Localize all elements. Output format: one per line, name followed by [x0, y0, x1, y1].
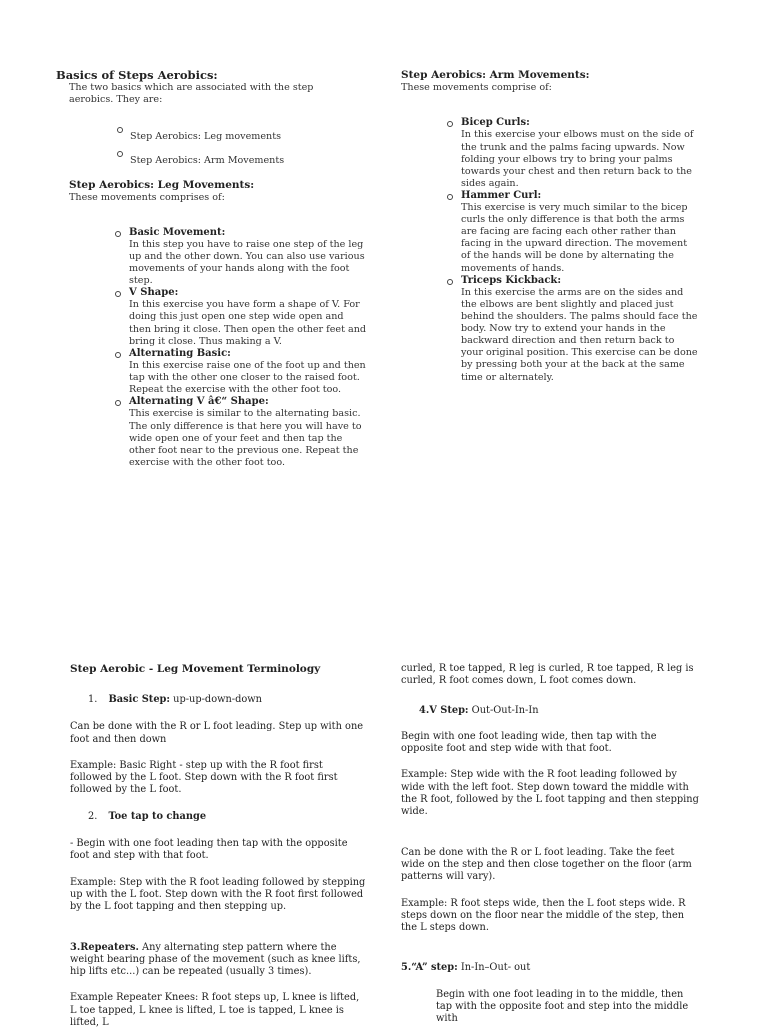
list-item: Triceps Kickback: In this exercise the arms are on the sides and the elbows are bent slightly and placed just behind the shoulders. The palms should face the body. Now try to extend your hands in the backward direction and then return back to your original position. This exercise can be done by pressing both your at the back at the same time or alternately.: [461, 275, 699, 384]
terminology-section: [70, 663, 368, 1029]
list-item: Hammer Curl: This exercise is very much similar to the bicep curls the only difference is that both the arms are facing are facing each other rather than facing in the upward direction. The movement of the hands will be done by alternating the movements of hands.: [461, 190, 699, 275]
arm-movements-heading: Step Aerobics: Arm Movements:: [401, 69, 590, 81]
paragraph: Example: Basic Right - step up with the R foot first followed by the L foot. Step down with the R foot first followed by the L foot.: [70, 759, 338, 796]
basics-list: [130, 124, 366, 172]
terminology-continued-section: [401, 663, 699, 1026]
repeaters-paragraph: 3.Repeaters. Any alternating step pattern where the weight bearing phase of the movement (such as knee lifts, hip lifts etc...) can be repeated (usually 3 times).: [70, 941, 361, 978]
bullet-circle-icon: [115, 231, 121, 237]
bullet-circle-icon: [115, 352, 121, 358]
basics-intro: The two basics which are associated with the step aerobics. They are:: [69, 82, 314, 106]
arm-movements-section: [401, 69, 701, 384]
leg-movements-intro: These movements comprises of:: [69, 192, 225, 204]
bullet-circle-icon: [117, 151, 123, 157]
list-item: Step Aerobics: Arm Movements: [130, 148, 366, 172]
list-item: Step Aerobics: Leg movements: [130, 124, 366, 148]
basics-title: Basics of Steps Aerobics:: [56, 68, 218, 82]
list-item: Alternating Basic: In this exercise raise one of the foot up and then tap with the other one closer to the raised foot. Repeat the exercise with the other foot too.: [129, 348, 367, 396]
leg-movements-list: [129, 227, 367, 469]
basic-step-heading: 1. Basic Step: up-up-down-down: [88, 694, 262, 705]
paragraph: Example: Step wide with the R foot leading followed by wide with the left foot. Step down toward the middle with the R foot, followed by the L foot tapping and then stepping wide.: [401, 769, 699, 818]
list-item: Bicep Curls: In this exercise your elbows must on the side of the trunk and the palms facing upwards. Now folding your elbows try to bring your palms towards your chest and then return back to the sides again.: [461, 117, 699, 190]
bullet-circle-icon: [447, 194, 453, 200]
paragraph: - Begin with one foot leading then tap with the opposite foot and step with that foot.: [70, 838, 348, 862]
bullet-circle-icon: [447, 121, 453, 127]
basics-section: [56, 68, 366, 469]
paragraph: curled, R toe tapped, R leg is curled, R toe tapped, R leg is curled, R foot comes down, L foot comes down.: [401, 663, 694, 687]
toe-tap-heading: 2. Toe tap to change: [88, 810, 207, 822]
paragraph: Begin with one foot leading in to the middle, then tap with the opposite foot and step into the middle with: [436, 988, 689, 1025]
bullet-circle-icon: [117, 127, 123, 133]
paragraph: Can be done with the R or L foot leading. Take the feet wide on the step and then close together on the floor (arm patterns will vary).: [401, 846, 692, 883]
paragraph: Example Repeater Knees: R foot steps up, L knee is lifted, L toe tapped, L knee is lifted, L toe is tapped, L knee is lifted, L: [70, 992, 360, 1029]
bullet-circle-icon: [447, 279, 453, 285]
paragraph: Example: R foot steps wide, then the L foot steps wide. R steps down on the floor near the middle of the step, then the L steps down.: [401, 897, 686, 934]
bullet-circle-icon: [115, 291, 121, 297]
leg-movements-heading: Step Aerobics: Leg Movements:: [69, 179, 255, 192]
list-item: V Shape: In this exercise you have form a shape of V. For doing this just open one step wide open and then bring it close. Then open the other feet and bring it close. Thus making a V.: [129, 287, 367, 348]
a-step-heading: 5.“A” step: In-In–Out- out: [401, 962, 531, 974]
v-step-heading: 4.V Step: Out-Out-In-In: [419, 704, 539, 716]
bullet-circle-icon: [115, 400, 121, 406]
arm-movements-intro: These movements comprise of:: [401, 82, 552, 93]
paragraph: Begin with one foot leading wide, then tap with the opposite foot and step wide with that foot.: [401, 730, 657, 755]
paragraph: Example: Step with the R foot leading followed by stepping up with the L foot. Step down with the R foot first followed by the L foot tapping and then stepping up.: [70, 876, 366, 913]
terminology-heading: Step Aerobic - Leg Movement Terminology: [70, 663, 321, 675]
list-item: Basic Movement: In this step you have to raise one step of the leg up and the other down. You can also use various movements of your hands along with the foot step.: [129, 227, 367, 288]
paragraph: Can be done with the R or L foot leading. Step up with one foot and then down: [70, 721, 364, 745]
list-item: Alternating V â€“ Shape: This exercise is similar to the alternating basic. The only difference is that here you will have to wide open one of your feet and then tap the other foot near to the previous one. Repeat the exercise with the other foot too.: [129, 396, 367, 469]
arm-movements-list: [461, 117, 699, 383]
